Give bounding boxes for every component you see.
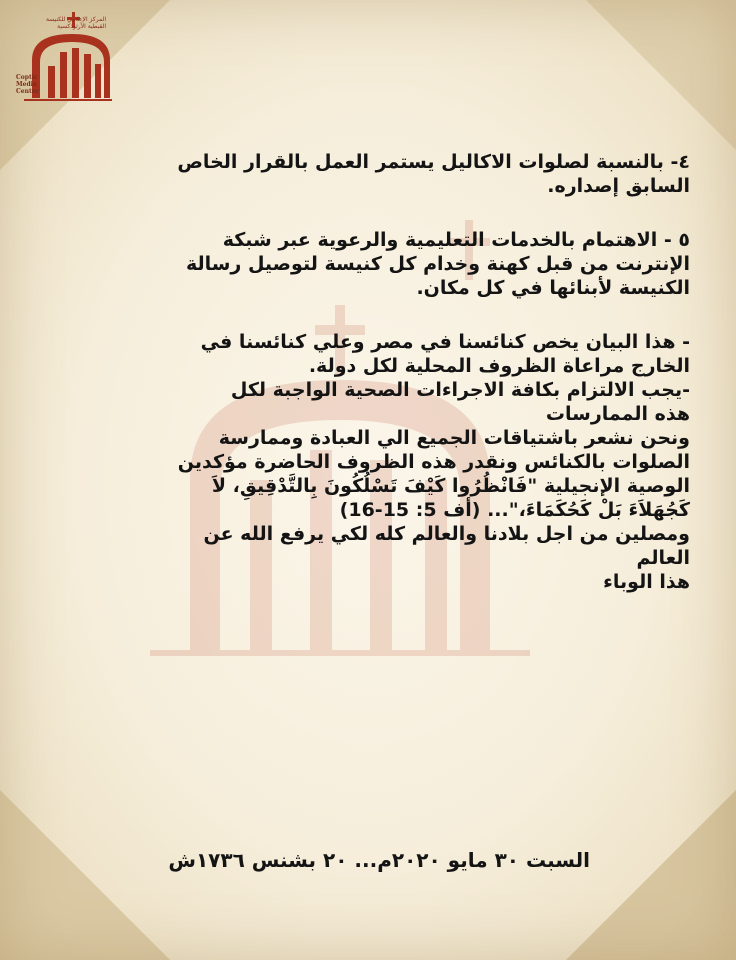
text-line: -يجب الالتزام بكافة الاجراءات الصحية الواجبة لكل (230, 379, 690, 401)
text-line: الوصية الإنجيلية "فَانْظُرُوا كَيْفَ تَسْلُكُونَ بِالتَّدْقِيقِ، لاَ (211, 475, 690, 497)
text-line: ٥ - الاهتمام بالخدمات التعليمية والرعوية عبر شبكة (222, 229, 690, 251)
logo-arabic-title: المركز الإعلامي للكنيسة القبطية الأرثوذكسية (45, 16, 106, 30)
text-line: ومصلين من اجل بلادنا والعالم كله لكي يرفع الله عن العالم (203, 523, 690, 569)
text-line: الصلوات بالكنائس ونقدر هذه الظروف الحاضرة مؤكدين (177, 451, 690, 473)
date-line: السبت ٣٠ مايو ٢٠٢٠م... ٢٠ بشنس ١٧٣٦ش (168, 848, 590, 872)
paragraph-5 (150, 228, 690, 300)
statement-body (150, 150, 690, 594)
paragraph-4 (150, 150, 690, 198)
logo-text (16, 74, 39, 95)
text-line: ٤- بالنسبة لصلوات الاكاليل يستمر العمل بالقرار الخاص (177, 151, 690, 173)
text-line: الخارج مراعاة الظروف المحلية لكل دولة. (308, 355, 690, 377)
text-line: ونحن نشعر باشتياقات الجميع الي العبادة وممارسة (218, 427, 690, 449)
text-line: الكنيسة لأبنائها في كل مكان. (416, 277, 690, 299)
paragraph-notes (150, 330, 690, 594)
logo-line: Coptic (16, 74, 38, 81)
text-line: كَجُهَلاَءَ بَلْ كَحُكَمَاءَ،"... (أف 5: 15-16) (339, 499, 690, 521)
text-line: السابق إصداره. (547, 175, 690, 197)
text-line: هذه الممارسات (545, 403, 690, 425)
text-line: هذا الوباء (603, 571, 690, 593)
logo-line: Media (16, 81, 37, 88)
logo-line: Center (16, 88, 39, 95)
text-line: - هذا البيان يخص كنائسنا في مصر وعلي كنائسنا في (200, 331, 690, 353)
text-line: الإنترنت من قبل كهنة وخدام كل كنيسة لتوصيل رسالة (185, 253, 690, 275)
